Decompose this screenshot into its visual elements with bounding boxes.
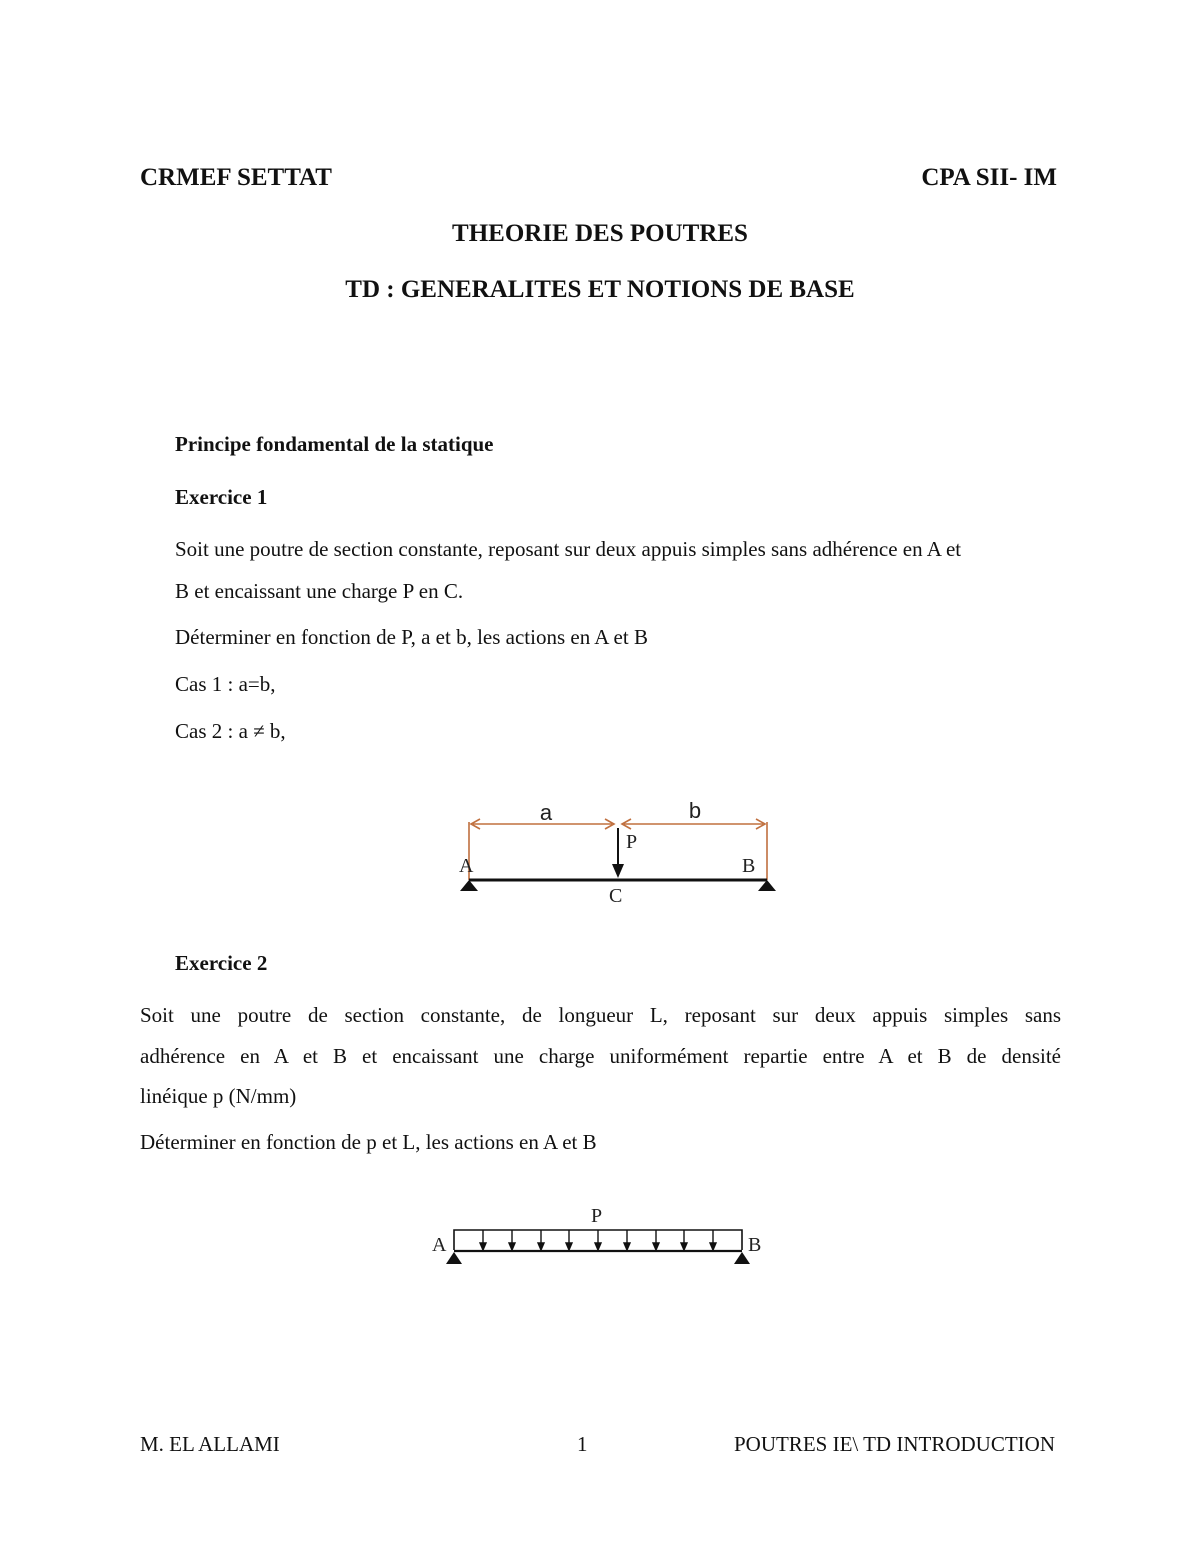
load-arrow-head xyxy=(612,864,624,878)
load-p-label: P xyxy=(626,831,638,853)
exercise1-line3: Déterminer en fonction de P, a et b, les actions en A et B xyxy=(175,625,648,649)
support-b-triangle xyxy=(758,880,776,891)
beam-point-load-figure xyxy=(440,790,800,910)
exercise1-case1: Cas 1 : a=b, xyxy=(175,672,276,696)
exercise2-line2: adhérence en A et B et encaissant une charge uniformément repartie entre A et B de densité xyxy=(140,1044,1061,1068)
point-c-label: C xyxy=(609,885,623,907)
exercise1-line2: B et encaissant une charge P en C. xyxy=(175,579,464,603)
support-a-triangle-2 xyxy=(446,1252,462,1264)
page-number: 1 xyxy=(577,1432,588,1456)
exercise1-line1: Soit une poutre de section constante, reposant sur deux appuis simples sans adhérence en A et xyxy=(175,537,962,561)
header-right: CPA SII- IM xyxy=(921,164,1057,191)
page-title: THEORIE DES POUTRES xyxy=(452,220,748,247)
exercise2-line1: Soit une poutre de section constante, de longueur L, reposant sur deux appuis simples sans xyxy=(140,1003,1061,1027)
exercise2-line4: Déterminer en fonction de p et L, les actions en A et B xyxy=(140,1130,597,1154)
support-a-label-2: A xyxy=(432,1234,447,1256)
dim-b-label: b xyxy=(688,798,702,823)
exercise1-title: Exercice 1 xyxy=(175,485,268,509)
support-a-triangle xyxy=(460,880,478,891)
header-left: CRMEF SETTAT xyxy=(140,164,332,191)
beam-distributed-load-figure xyxy=(420,1195,780,1275)
exercise2-line3: linéique p (N/mm) xyxy=(140,1084,297,1108)
footer-author: M. EL ALLAMI xyxy=(140,1432,280,1456)
dim-a-label: a xyxy=(539,800,553,825)
page-subtitle: TD : GENERALITES ET NOTIONS DE BASE xyxy=(345,276,855,303)
section-title: Principe fondamental de la statique xyxy=(175,432,494,456)
exercise1-case2: Cas 2 : a ≠ b, xyxy=(175,719,286,743)
support-b-label: B xyxy=(742,855,756,877)
distributed-load-arrows xyxy=(480,1230,716,1250)
distributed-load-label: P xyxy=(591,1205,603,1227)
support-b-label-2: B xyxy=(748,1234,762,1256)
footer-doc-ref: POUTRES IE\ TD INTRODUCTION xyxy=(733,1432,1055,1456)
exercise2-title: Exercice 2 xyxy=(175,951,268,975)
support-a-label: A xyxy=(459,855,474,877)
